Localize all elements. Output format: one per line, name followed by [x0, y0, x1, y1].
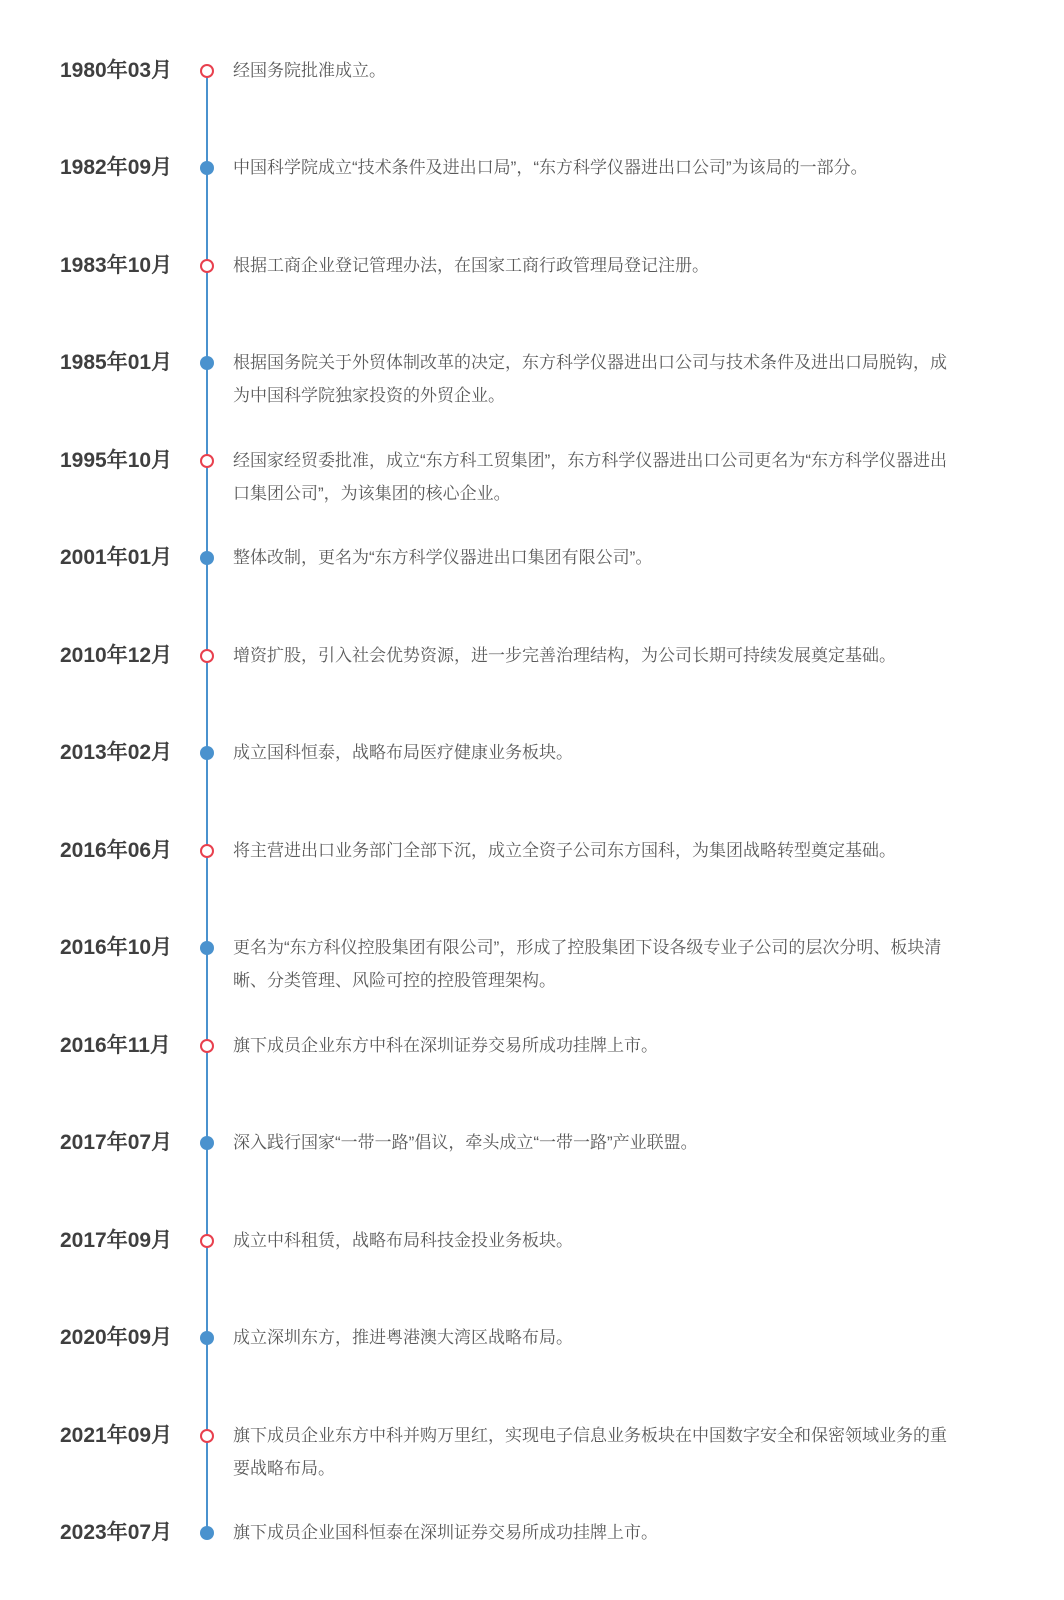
timeline-dot-hollow: [200, 649, 214, 663]
timeline-item: [0, 1419, 1064, 1485]
timeline-dot-filled: [200, 356, 214, 370]
timeline-dot-hollow: [200, 1234, 214, 1248]
timeline-date: 2013年02月: [60, 741, 173, 764]
timeline-dot-filled: [200, 551, 214, 565]
timeline-item: [0, 736, 1064, 769]
timeline-item: [0, 639, 1064, 672]
timeline-description: 成立国科恒泰，战略布局医疗健康业务板块。: [233, 743, 573, 762]
timeline-item: [0, 249, 1064, 282]
timeline-date: 2017年07月: [60, 1131, 173, 1154]
timeline-dot-hollow: [200, 1039, 214, 1053]
timeline-dot-filled: [200, 941, 214, 955]
timeline-description: 增资扩股，引入社会优势资源，进一步完善治理结构，为公司长期可持续发展奠定基础。: [233, 645, 896, 665]
timeline-date: 1980年03月: [60, 58, 173, 82]
timeline-description: 将主营进出口业务部门全部下沉，成立全资子公司东方国科，为集团战略转型奠定基础。: [233, 840, 896, 860]
timeline-date: 2021年09月: [60, 1423, 173, 1447]
timeline-date: 2020年09月: [60, 1326, 173, 1349]
timeline-item: [0, 1126, 1064, 1159]
timeline-date: 2017年09月: [60, 1228, 173, 1252]
timeline-item: [0, 1516, 1064, 1549]
timeline-item: [0, 444, 1064, 510]
timeline-description: 整体改制，更名为“东方科学仪器进出口集团有限公司”。: [233, 548, 653, 567]
timeline-dot-hollow: [200, 454, 214, 468]
timeline-description: 根据工商企业登记管理办法，在国家工商行政管理局登记注册。: [233, 255, 709, 275]
timeline-date: 2001年01月: [60, 546, 173, 569]
timeline-description: 旗下成员企业东方中科并购万里红，实现电子信息业务板块在中国数字安全和保密领域业务的重要战略布局。: [233, 1425, 947, 1478]
timeline-dot-hollow: [200, 259, 214, 273]
timeline-item: [0, 346, 1064, 412]
timeline-description: 中国科学院成立“技术条件及进出口局”，“东方科学仪器进出口公司”为该局的一部分。: [233, 158, 868, 177]
timeline-item: [0, 151, 1064, 184]
timeline-description: 根据国务院关于外贸体制改革的决定，东方科学仪器进出口公司与技术条件及进出口局脱钩，成为中国科学院独家投资的外贸企业。: [233, 353, 947, 405]
timeline-date: 2010年12月: [60, 643, 173, 667]
timeline-dot-filled: [200, 161, 214, 175]
timeline-date: 1983年10月: [60, 253, 173, 277]
timeline-description: 更名为“东方科仪控股集团有限公司”，形成了控股集团下设各级专业子公司的层次分明、板块清晰、分类管理、风险可控的控股管理架构。: [233, 938, 942, 990]
timeline-date: 1985年01月: [60, 351, 173, 374]
timeline-description: 旗下成员企业国科恒泰在深圳证券交易所成功挂牌上市。: [233, 1523, 658, 1542]
timeline-dot-filled: [200, 1331, 214, 1345]
timeline-line: [206, 70, 208, 1533]
timeline-date: 1982年09月: [60, 156, 173, 179]
timeline-item: [0, 834, 1064, 867]
timeline-item: [0, 54, 1064, 87]
timeline-description: 旗下成员企业东方中科在深圳证券交易所成功挂牌上市。: [233, 1035, 658, 1055]
timeline-dot-hollow: [200, 844, 214, 858]
timeline-dot-hollow: [200, 1429, 214, 1443]
timeline-item: [0, 1321, 1064, 1354]
timeline-item: [0, 1029, 1064, 1062]
timeline-description: 成立中科租赁，战略布局科技金投业务板块。: [233, 1230, 573, 1250]
timeline-item: [0, 931, 1064, 997]
timeline-date: 2023年07月: [60, 1521, 173, 1544]
timeline-dot-hollow: [200, 64, 214, 78]
timeline-date: 2016年06月: [60, 838, 173, 862]
timeline-description: 深入践行国家“一带一路”倡议，牵头成立“一带一路”产业联盟。: [233, 1133, 698, 1152]
timeline-description: 成立深圳东方，推进粤港澳大湾区战略布局。: [233, 1328, 573, 1347]
timeline-description: 经国家经贸委批准，成立“东方科工贸集团”，东方科学仪器进出口公司更名为“东方科学仪器进出口集团公司”，为该集团的核心企业。: [233, 450, 947, 503]
timeline-dot-filled: [200, 1136, 214, 1150]
timeline-item: [0, 541, 1064, 574]
timeline-date: 2016年11月: [60, 1033, 171, 1057]
timeline-description: 经国务院批准成立。: [233, 60, 386, 80]
timeline-dot-filled: [200, 1526, 214, 1540]
timeline-item: [0, 1224, 1064, 1257]
timeline-date: 2016年10月: [60, 936, 173, 959]
timeline-date: 1995年10月: [60, 448, 173, 472]
timeline-dot-filled: [200, 746, 214, 760]
